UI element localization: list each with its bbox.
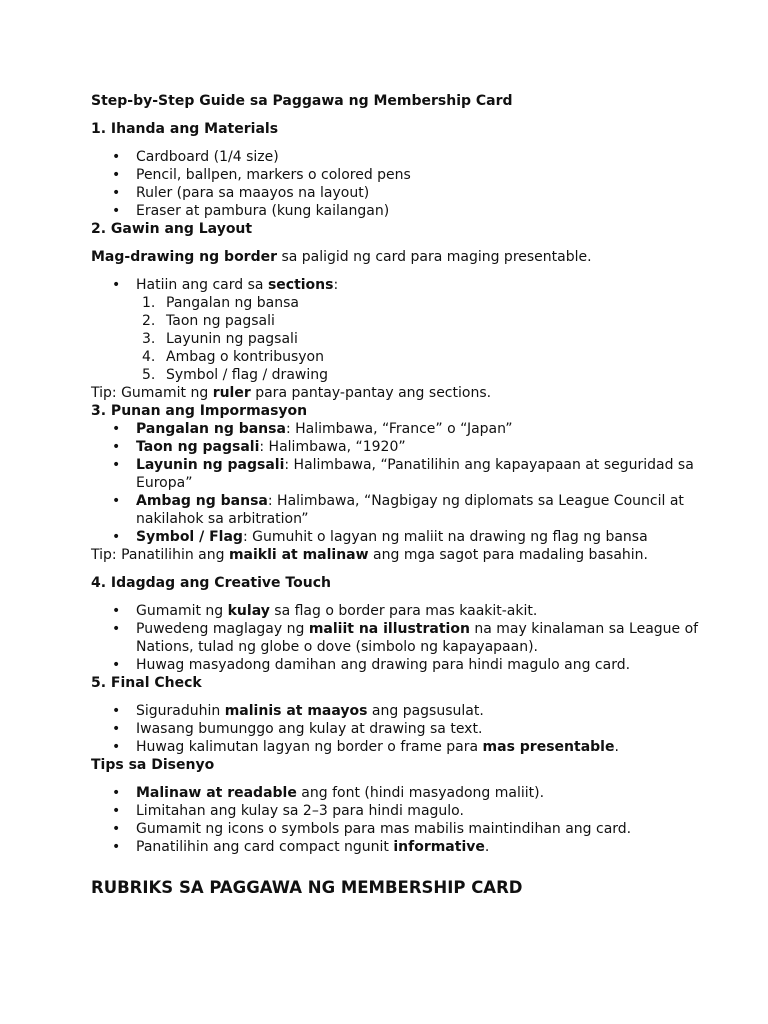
text: Tip: Gumamit ng — [91, 385, 213, 401]
list-item: • Ruler (para sa maayos na layout) — [136, 184, 728, 202]
list-item: • Eraser at pambura (kung kailangan) — [136, 202, 728, 220]
bold-text: Ambag ng bansa — [136, 493, 268, 509]
text: Panatilihin ang card compact ngunit — [136, 839, 394, 855]
text: Tip: Panatilihin ang — [91, 547, 229, 563]
text: Gumamit ng — [136, 603, 228, 619]
border-instruction — [91, 248, 728, 266]
section-3-heading: 3. Punan ang Impormasyon — [91, 403, 308, 419]
text: Hatiin ang card sa — [136, 277, 268, 293]
list-item — [136, 820, 728, 838]
bold-text: Mag-drawing ng border — [91, 249, 278, 265]
item-number: 3. — [142, 331, 156, 347]
final-check-list — [91, 702, 728, 756]
list-item — [136, 456, 728, 492]
text: Siguraduhin — [136, 703, 225, 719]
text: Taon ng pagsali — [166, 313, 275, 329]
text: ang font (hindi masyadong maliit). — [296, 785, 545, 801]
list-item — [136, 738, 728, 756]
list-item — [136, 602, 728, 620]
text: : Halimbawa, “1920” — [259, 439, 406, 455]
design-tips-list — [91, 784, 728, 856]
creative-list — [91, 602, 728, 674]
rubrics-heading: RUBRIKS SA PAGGAWA NG MEMBERSHIP CARD — [91, 878, 523, 897]
text: Puwedeng maglagay ng — [136, 621, 309, 637]
text: na may kinalaman sa League of Nations, tulad ng globe o dove (simbolo ng kapayapaan). — [136, 621, 699, 655]
bold-text: maikli at malinaw — [228, 547, 369, 563]
item-number: 4. — [142, 349, 156, 365]
design-tips-heading: Tips sa Disenyo — [91, 757, 215, 773]
text: sa paligid ng card para maging presentable. — [277, 249, 592, 265]
section-4-heading: 4. Idagdag ang Creative Touch — [91, 575, 331, 591]
numbered-item — [142, 366, 728, 384]
list-item — [136, 838, 728, 856]
list-item — [136, 656, 728, 674]
bold-text: Symbol / Flag — [136, 529, 243, 545]
item-number: 5. — [142, 367, 156, 383]
item-number: 2. — [142, 313, 156, 329]
bold-text: Layunin ng pagsali — [136, 457, 285, 473]
list-item — [136, 420, 728, 438]
bold-text: mas presentable — [482, 739, 615, 755]
list-item — [136, 620, 728, 656]
text: Ambag o kontribusyon — [166, 349, 324, 365]
text: ang pagsusulat. — [367, 703, 484, 719]
sections-numbered-list — [136, 294, 728, 384]
bold-text: ruler — [212, 385, 251, 401]
bold-text: maliit na illustration — [308, 621, 470, 637]
text: Gumamit ng icons o symbols para mas mabilis maintindihan ang card. — [136, 821, 632, 837]
text: : Halimbawa, “Panatilihin ang kapayapaan at seguridad sa Europa” — [136, 457, 694, 491]
section-5-heading: 5. Final Check — [91, 675, 202, 691]
list-item: • Pencil, ballpen, markers o colored pens — [136, 166, 728, 184]
text: Pangalan ng bansa — [166, 295, 299, 311]
list-item: • Cardboard (1/4 size) — [136, 148, 728, 166]
text: Iwasang bumunggo ang kulay at drawing sa text. — [136, 721, 483, 737]
layout-list — [91, 276, 728, 384]
text: Layunin ng pagsali — [166, 331, 298, 347]
document-title: Step-by-Step Guide sa Paggawa ng Membership Card — [91, 93, 513, 109]
text: : Halimbawa, “France” o “Japan” — [285, 421, 513, 437]
list-item — [136, 438, 728, 456]
text: ang mga sagot para madaling basahin. — [368, 547, 648, 563]
section-1-heading: 1. Ihanda ang Materials — [91, 121, 279, 137]
materials-list — [91, 148, 728, 220]
list-item — [136, 784, 728, 802]
information-tip — [91, 546, 728, 564]
text: sa flag o border para mas kaakit-akit. — [269, 603, 538, 619]
section-2-heading: 2. Gawin ang Layout — [91, 221, 253, 237]
list-item — [136, 702, 728, 720]
text: : Gumuhit o lagyan ng maliit na drawing ng flag ng bansa — [242, 529, 648, 545]
bold-text: informative — [393, 839, 485, 855]
text: para pantay-pantay ang sections. — [250, 385, 492, 401]
text: : — [333, 277, 339, 293]
list-item — [136, 492, 728, 528]
numbered-item — [142, 348, 728, 366]
text: Huwag kalimutan lagyan ng border o frame para — [136, 739, 483, 755]
information-list — [91, 420, 728, 546]
text: . — [484, 839, 490, 855]
layout-tip — [91, 384, 728, 402]
item-number: 1. — [142, 295, 156, 311]
bold-text: kulay — [227, 603, 270, 619]
list-item — [136, 802, 728, 820]
bold-text: Taon ng pagsali — [136, 439, 260, 455]
text: Huwag masyadong damihan ang drawing para hindi magulo ang card. — [136, 657, 631, 673]
bold-text: Pangalan ng bansa — [136, 421, 286, 437]
list-item — [136, 720, 728, 738]
text: Symbol / flag / drawing — [166, 367, 328, 383]
numbered-item — [142, 312, 728, 330]
list-item — [136, 528, 728, 546]
bold-text: sections — [267, 277, 334, 293]
list-item — [136, 276, 728, 384]
bold-text: malinis at maayos — [224, 703, 368, 719]
text: . — [614, 739, 619, 755]
numbered-item — [142, 294, 728, 312]
text: : Halimbawa, “Nagbigay ng diplomats sa League Council at nakilahok sa arbitration” — [136, 493, 684, 527]
numbered-item — [142, 330, 728, 348]
text: Limitahan ang kulay sa 2–3 para hindi magulo. — [136, 803, 464, 819]
bold-text: Malinaw at readable — [136, 785, 297, 801]
